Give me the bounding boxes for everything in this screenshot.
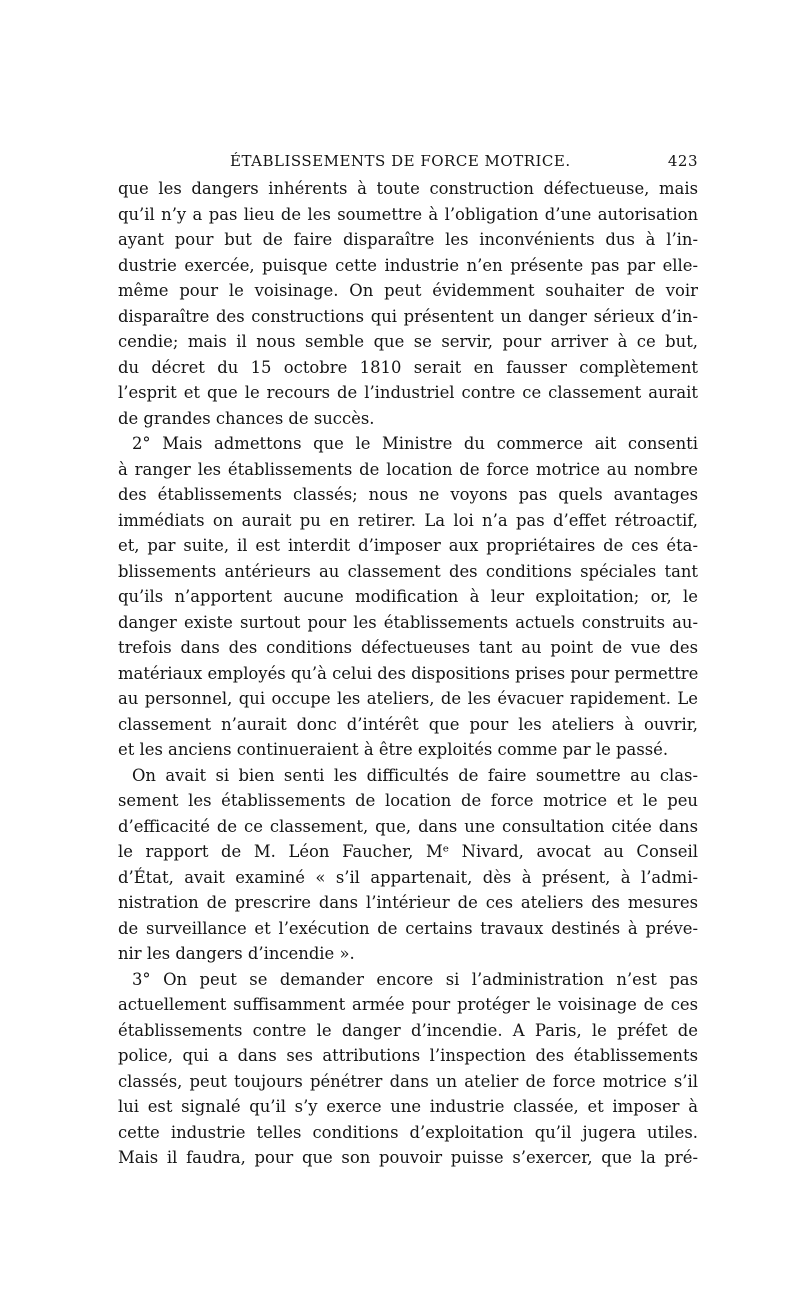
text-line: des établissements classés; nous ne voyons pas quels avantages — [118, 485, 698, 504]
text-line: qu’il n’y a pas lieu de les soumettre à l’obligation d’une autorisation — [118, 204, 698, 224]
text-line: immédiats on aurait pu en retirer. La loi n’a pas d’effet rétroactif, — [118, 510, 698, 530]
text-line: classés, peut toujours pénétrer dans un atelier de force motrice s’il — [118, 1071, 698, 1091]
text-line: et, par suite, il est interdit d’imposer aux propriétaires de ces éta- — [118, 536, 698, 555]
text-line: classement n’aurait donc d’intérêt que pour les ateliers à ouvrir, — [118, 714, 698, 734]
text-line: danger existe surtout pour les établissements actuels construits au- — [118, 612, 698, 632]
text-line: que les dangers inhérents à toute construction défectueuse, mais — [118, 179, 698, 198]
text-line: au personnel, qui occupe les ateliers, de les évacuer rapidement. Le — [118, 689, 698, 708]
text-line: à ranger les établissements de location de force motrice au nombre — [118, 459, 698, 479]
text-line: de surveillance et l’exécution de certains travaux destinés à préve- — [118, 918, 698, 938]
text-line: d’efficacité de ce classement, que, dans une consultation citée dans — [118, 816, 698, 836]
running-title: ÉTABLISSEMENTS DE FORCE MOTRICE. — [230, 152, 571, 170]
body-text — [118, 176, 698, 1171]
paragraph-end-line: et les anciens continueraient à être exploités comme par le passé. — [118, 740, 669, 759]
paragraph-start-line: On avait si bien senti les difficultés de faire soumettre au clas- — [132, 765, 698, 785]
text-line: qu’ils n’apportent aucune modification à leur exploitation; or, le — [118, 587, 698, 606]
text-line: matériaux employés qu’à celui des dispositions prises pour permettre — [118, 663, 699, 683]
paragraph-end-line: nir les dangers d’incendie ». — [118, 944, 355, 963]
text-line: cendie; mais il nous semble que se servir, pour arriver à ce but, — [118, 332, 698, 351]
text-line: police, qui a dans ses attributions l’inspection des établissements — [118, 1046, 698, 1065]
text-line: même pour le voisinage. On peut évidemment souhaiter de voir — [118, 281, 698, 300]
text-line: cette industrie telles conditions d’exploitation qu’il jugera utiles. — [118, 1122, 698, 1142]
text-line: dustrie exercée, puisque cette industrie n’en présente pas par elle- — [118, 255, 698, 275]
text-line: blissements antérieurs au classement des conditions spéciales tant — [118, 561, 698, 581]
text-line: du décret du 15 octobre 1810 serait en fausser complètement — [118, 357, 698, 377]
text-line: Mais il faudra, pour que son pouvoir puisse s’exercer, que la pré- — [118, 1148, 698, 1167]
text-line: l’esprit et que le recours de l’industriel contre ce classement aurait — [118, 383, 698, 402]
text-line: le rapport de M. Léon Faucher, Mᵉ Nivard, avocat au Conseil — [118, 842, 698, 861]
paragraph-end-line: de grandes chances de succès. — [118, 408, 375, 428]
text-line: nistration de prescrire dans l’intérieur de ces ateliers des mesures — [118, 893, 698, 912]
text-line: lui est signalé qu’il s’y exerce une industrie classée, et imposer à — [118, 1097, 698, 1116]
paragraph-start-line: 3° On peut se demander encore si l’administration n’est pas — [132, 969, 698, 989]
text-line: trefois dans des conditions défectueuses tant au point de vue des — [118, 638, 698, 657]
page-number: 423 — [667, 152, 698, 170]
text-line: actuellement suffisamment armée pour protéger le voisinage de ces — [118, 995, 698, 1014]
text-line: ayant pour but de faire disparaître les inconvénients dus à l’in- — [118, 230, 698, 249]
text-line: établissements contre le danger d’incendie. A Paris, le préfet de — [118, 1020, 698, 1040]
paragraph-start-line: 2° Mais admettons que le Ministre du commerce ait consenti — [132, 434, 698, 453]
book-page — [118, 150, 698, 1171]
text-line: sement les établissements de location de force motrice et le peu — [118, 791, 698, 810]
text-line: d’État, avait examiné « s’il appartenait, dès à présent, à l’admi- — [118, 867, 698, 887]
running-header — [118, 150, 698, 176]
text-line: disparaître des constructions qui présentent un danger sérieux d’in- — [118, 306, 698, 326]
